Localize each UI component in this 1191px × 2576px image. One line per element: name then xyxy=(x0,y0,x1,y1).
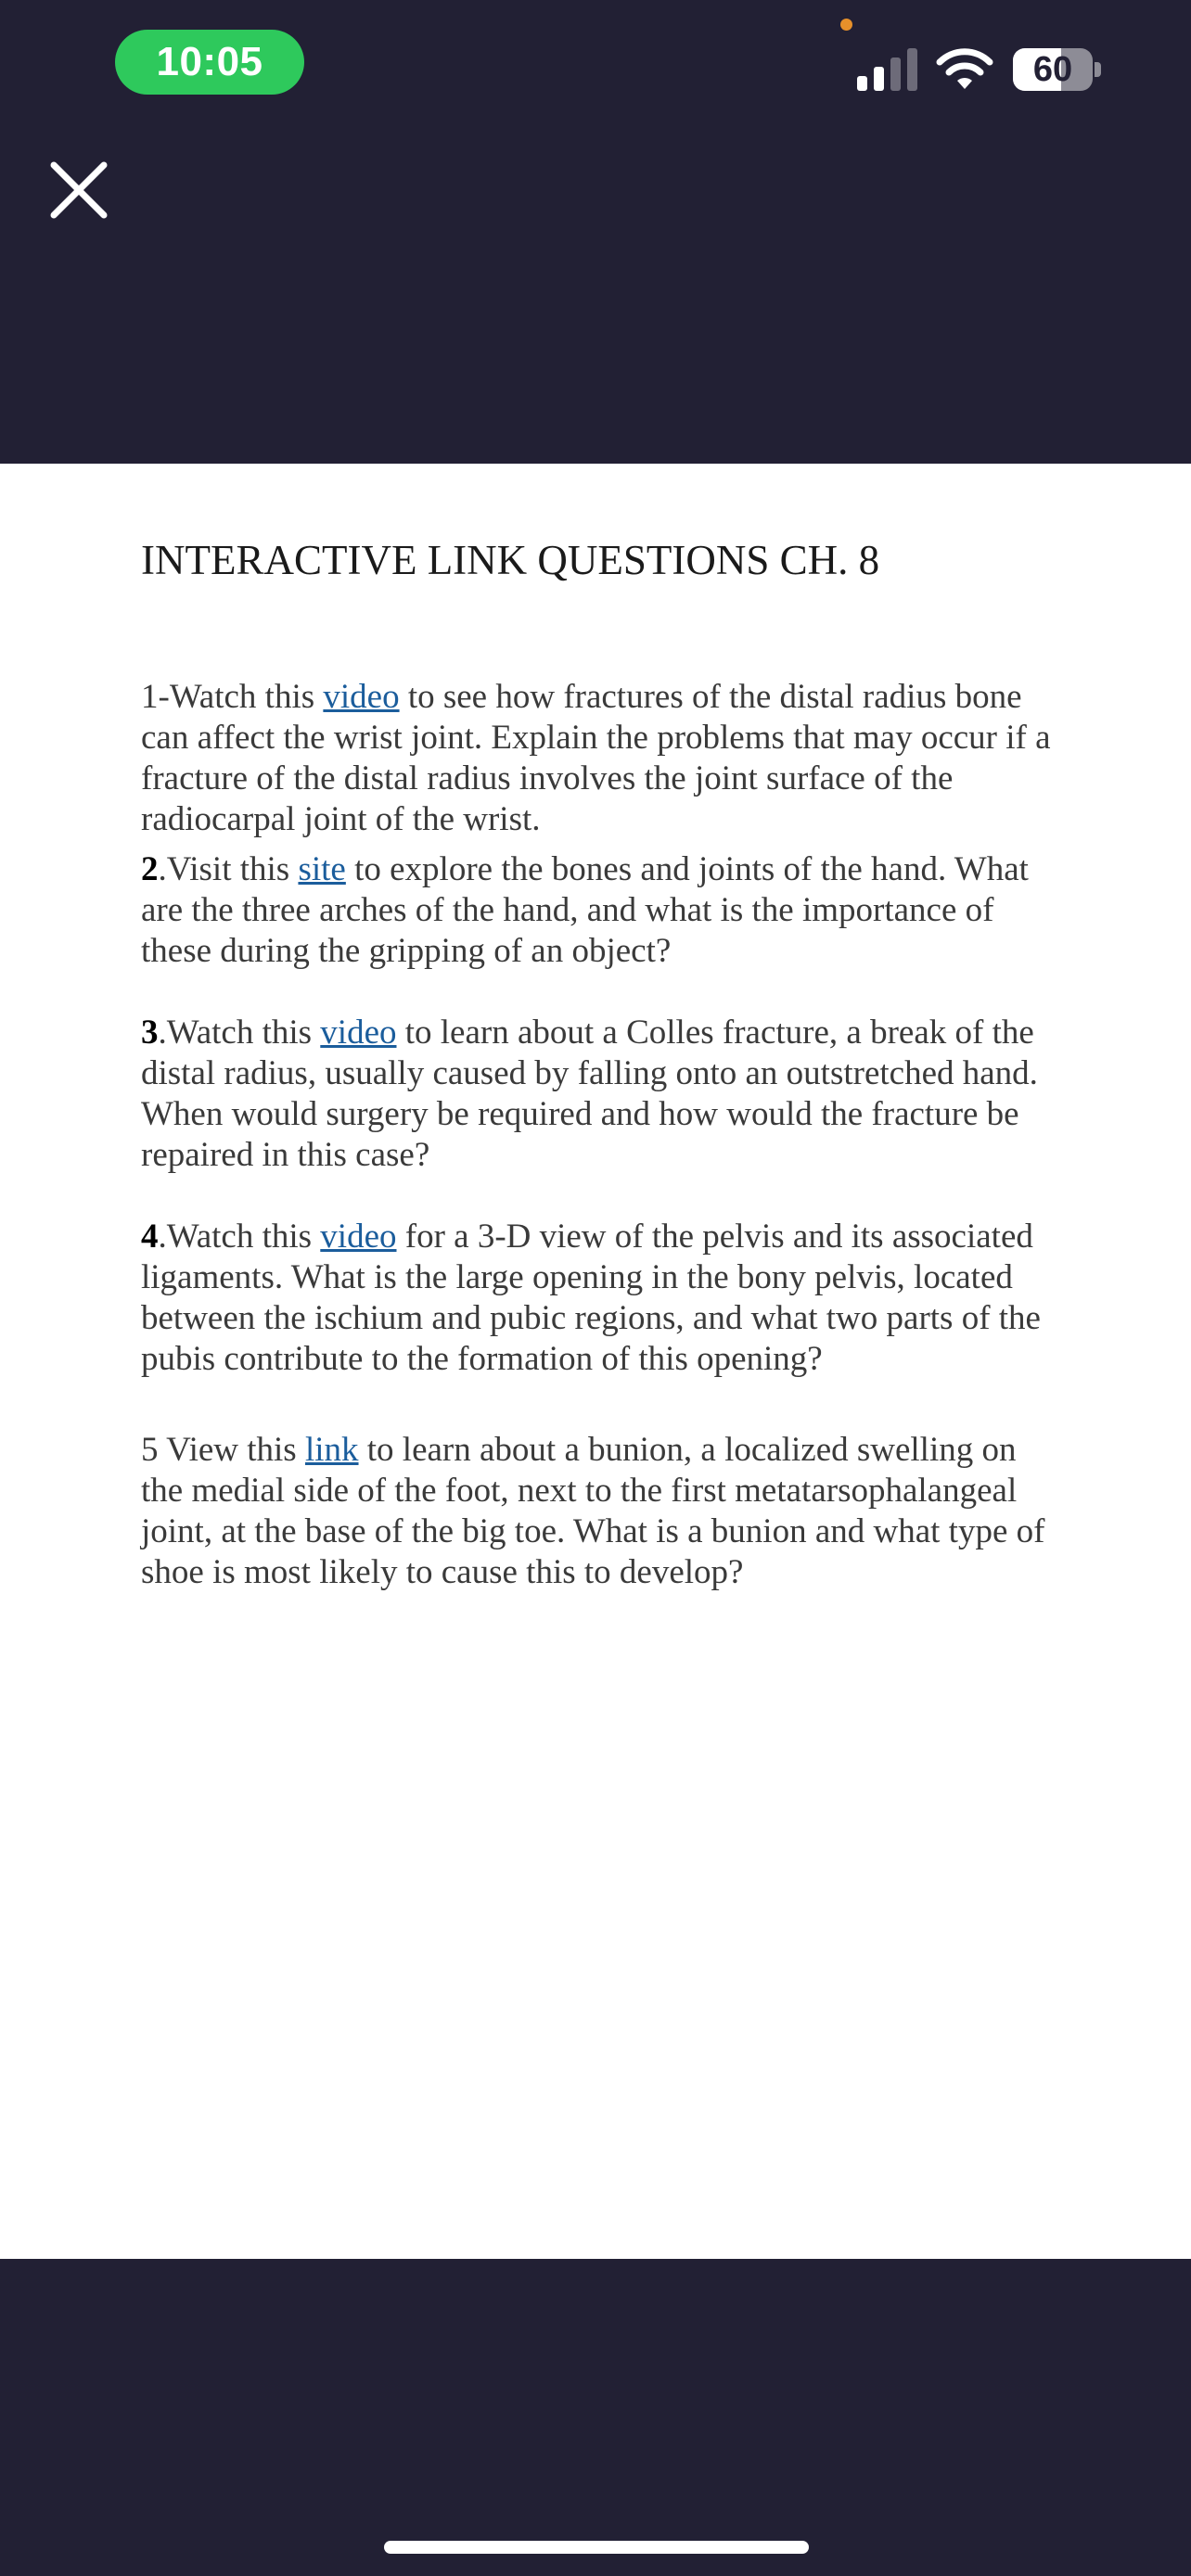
battery-level: 60 xyxy=(1032,49,1073,89)
question-text: to learn about a bunion, a localized swelling on the medial side of the foot, next to the first metatarsophalangeal joint, at the base of the big toe. What is a bunion and what type of shoe is most likely to cause this to develop? xyxy=(141,1431,1045,1591)
question-list xyxy=(141,677,1059,1593)
question-2 xyxy=(141,849,1059,972)
status-time: 10:05 xyxy=(115,30,304,95)
close-icon[interactable] xyxy=(46,158,111,223)
question-number: 2 xyxy=(141,850,159,888)
video-link[interactable]: video xyxy=(320,1014,397,1052)
question-text: to see how fractures of the distal radius bone can affect the wrist joint. Explain the problems that may occur if a fracture of the distal radius involves the joint surface of the radiocarpal joint of the wrist. xyxy=(141,678,1051,838)
status-bar xyxy=(0,0,1191,130)
question-5 xyxy=(141,1430,1059,1593)
video-link[interactable]: video xyxy=(320,1218,397,1256)
question-number: 5 xyxy=(141,1431,159,1469)
wifi-icon xyxy=(935,46,994,91)
question-1 xyxy=(141,677,1059,840)
question-text: for a 3-D view of the pelvis and its associated ligaments. What is the large opening in the bony pelvis, located between the ischium and pubic regions, and what two parts of the pubis contribute to the formation of this opening? xyxy=(141,1218,1041,1378)
site-link[interactable]: site xyxy=(298,850,346,888)
question-text: Watch this xyxy=(169,678,324,716)
question-3 xyxy=(141,1013,1059,1176)
question-text: .Visit this xyxy=(158,850,299,888)
question-number: 1- xyxy=(141,678,170,716)
privacy-indicator-dot xyxy=(840,19,852,31)
question-text: .Watch this xyxy=(158,1014,321,1052)
home-indicator[interactable] xyxy=(384,2541,809,2554)
question-number: 3 xyxy=(141,1014,159,1052)
question-text: .Watch this xyxy=(158,1218,321,1256)
signal-icon xyxy=(857,48,920,91)
link-link[interactable]: link xyxy=(304,1431,359,1469)
question-number: 4 xyxy=(141,1218,159,1256)
question-text: to explore the bones and joints of the hand. What are the three arches of the hand, and what is the importance of these during the gripping of an object? xyxy=(141,850,1029,970)
video-link[interactable]: video xyxy=(323,678,400,716)
question-text: to learn about a Colles fracture, a break of the distal radius, usually caused by falling onto an outstretched hand. When would surgery be required and how would the fracture be repaired in this case? xyxy=(141,1014,1038,1174)
document-title: INTERACTIVE LINK QUESTIONS CH. 8 xyxy=(141,537,880,583)
question-4 xyxy=(141,1217,1059,1380)
question-text: View this xyxy=(158,1431,305,1469)
battery-icon xyxy=(1013,46,1102,93)
document-page xyxy=(0,464,1191,2259)
